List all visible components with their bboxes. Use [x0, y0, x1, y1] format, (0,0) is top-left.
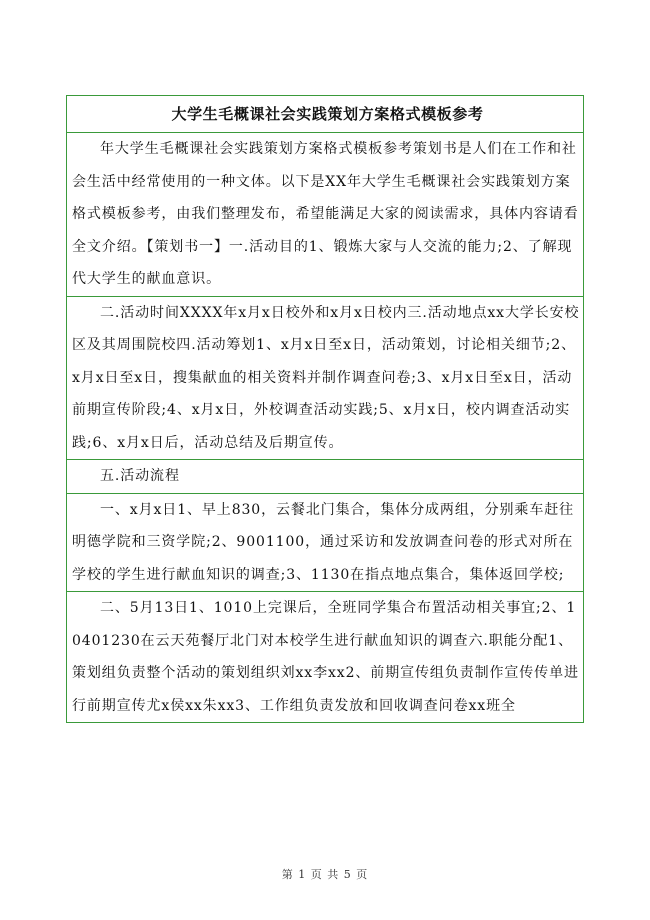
paragraph-row [67, 296, 584, 460]
document-table [66, 95, 584, 723]
document-title: 大学生毛概课社会实践策划方案格式模板参考 [67, 96, 584, 133]
page-number: 第 1 页 共 5 页 [281, 868, 369, 881]
title-row [67, 96, 584, 133]
paragraph-process-day2: 二、5月13日1、1010上完课后，全班同学集合布置活动相关事宜;2、10401230在云天苑餐厅北门对本校学生进行献血知识的调查六.职能分配1、策划组负责整个活动的策划组织刘xx李xx2、前期宣传组负责制作宣传传单进行前期宣传尤x侯xx朱xx3、工作组负责发放和回收调查问卷xx班全 [67, 592, 584, 723]
paragraph-schedule: 二.活动时间XXXX年x月x日校外和x月x日校内三.活动地点xx大学长安校区及其周围院校四.活动筹划1、x月x日至x日，活动策划，讨论相关细节;2、x月x日至x日，搜集献血的相关资料并制作调查问卷;3、x月x日至x日，活动前期宣传阶段;4、x月x日，外校调查活动实践;5、x月x日，校内调查活动实践;6、x月x日后，活动总结及后期宣传。 [67, 296, 584, 460]
paragraph-intro: 年大学生毛概课社会实践策划方案格式模板参考策划书是人们在工作和社会生活中经常使用的一种文体。以下是XX年大学生毛概课社会实践策划方案格式模板参考，由我们整理发布，希望能满足大家的阅读需求，具体内容请看全文介绍。【策划书一】一.活动目的1、锻炼大家与人交流的能力;2、了解现代大学生的献血意识。 [67, 133, 584, 297]
paragraph-process-day1: 一、x月x日1、早上830，云餐北门集合，集体分成两组，分别乘车赶往明德学院和三资学院;2、9001100，通过采访和发放调查问卷的形式对所在学校的学生进行献血知识的调查;3、1130在指点地点集合，集体返回学校; [67, 493, 584, 592]
paragraph-row [67, 460, 584, 494]
paragraph-row [67, 592, 584, 723]
paragraph-process-heading: 五.活动流程 [67, 460, 584, 494]
paragraph-row [67, 133, 584, 297]
paragraph-row [67, 493, 584, 592]
